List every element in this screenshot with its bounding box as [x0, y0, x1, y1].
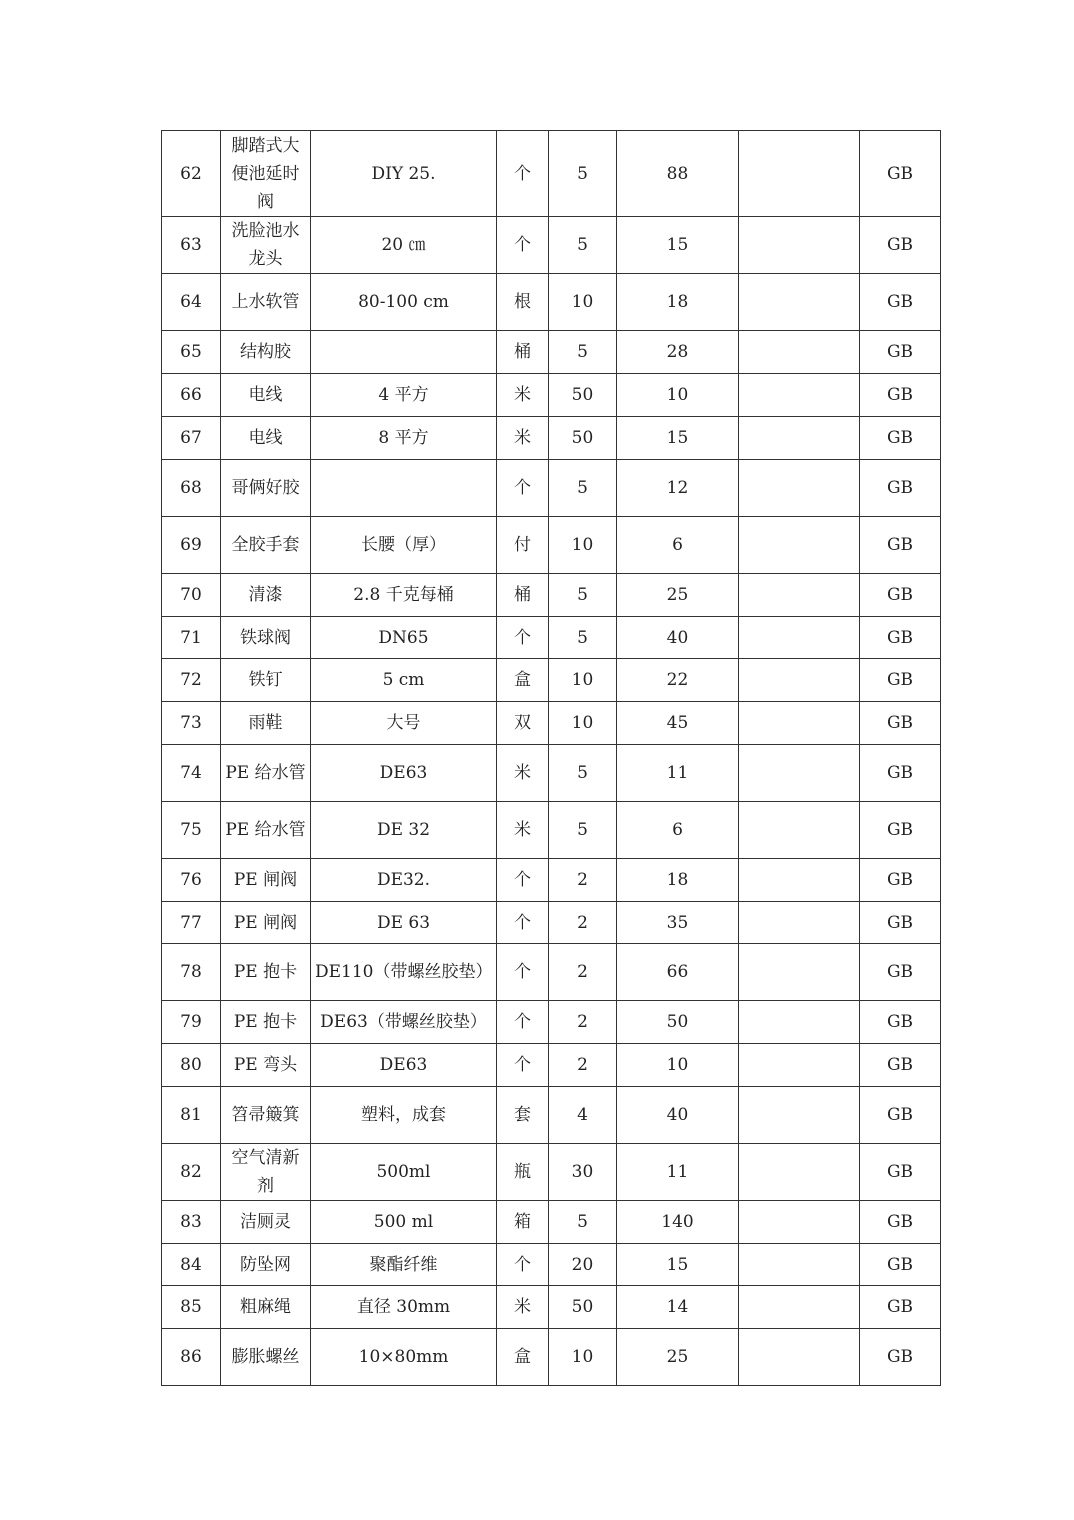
item-name-cell: 结构胶	[221, 331, 311, 374]
table-row	[162, 131, 941, 217]
item-name-cell: PE 抱卡	[221, 944, 311, 1001]
quantity-cell: 50	[549, 1286, 617, 1329]
specification-cell: 聚酯纤维	[311, 1244, 497, 1286]
item-name-cell: 电线	[221, 417, 311, 460]
specification-cell: 500ml	[311, 1144, 497, 1201]
specification-cell: 20 ㎝	[311, 217, 497, 274]
item-name-cell: 电线	[221, 374, 311, 417]
unit-price-cell: 22	[617, 659, 739, 702]
specification-cell: DE 63	[311, 902, 497, 944]
unit-price-cell: 88	[617, 131, 739, 217]
unit-price-cell: 140	[617, 1201, 739, 1244]
table-row	[162, 217, 941, 274]
materials-table	[161, 130, 941, 1386]
empty-cell	[739, 702, 860, 745]
unit-cell: 米	[497, 1286, 549, 1329]
row-number-cell: 73	[162, 702, 221, 745]
unit-cell: 个	[497, 1244, 549, 1286]
item-name-cell: 防坠网	[221, 1244, 311, 1286]
row-number-cell: 83	[162, 1201, 221, 1244]
table-body	[162, 131, 941, 1386]
standard-cell: GB	[860, 574, 941, 617]
specification-cell: 8 平方	[311, 417, 497, 460]
specification-cell: 长腰（厚）	[311, 517, 497, 574]
table-row	[162, 574, 941, 617]
unit-cell: 米	[497, 374, 549, 417]
table-row	[162, 460, 941, 517]
empty-cell	[739, 802, 860, 859]
row-number-cell: 62	[162, 131, 221, 217]
unit-cell: 个	[497, 944, 549, 1001]
item-name-cell: PE 弯头	[221, 1044, 311, 1087]
item-name-cell: 上水软管	[221, 274, 311, 331]
specification-cell: 塑料，成套	[311, 1087, 497, 1144]
standard-cell: GB	[860, 859, 941, 902]
quantity-cell: 10	[549, 702, 617, 745]
empty-cell	[739, 374, 860, 417]
table-row	[162, 859, 941, 902]
table-row	[162, 902, 941, 944]
table-row	[162, 1144, 941, 1201]
unit-cell: 盒	[497, 659, 549, 702]
quantity-cell: 5	[549, 460, 617, 517]
unit-cell: 个	[497, 460, 549, 517]
row-number-cell: 75	[162, 802, 221, 859]
unit-cell: 双	[497, 702, 549, 745]
table-row	[162, 1044, 941, 1087]
specification-cell: 4 平方	[311, 374, 497, 417]
specification-cell: 2.8 千克每桶	[311, 574, 497, 617]
empty-cell	[739, 902, 860, 944]
unit-cell: 个	[497, 1001, 549, 1044]
row-number-cell: 71	[162, 617, 221, 659]
table-row	[162, 659, 941, 702]
row-number-cell: 84	[162, 1244, 221, 1286]
row-number-cell: 82	[162, 1144, 221, 1201]
unit-cell: 付	[497, 517, 549, 574]
specification-cell: DE63（带螺丝胶垫）	[311, 1001, 497, 1044]
specification-cell: DIY 25.	[311, 131, 497, 217]
empty-cell	[739, 517, 860, 574]
standard-cell: GB	[860, 274, 941, 331]
unit-price-cell: 18	[617, 274, 739, 331]
unit-cell: 米	[497, 417, 549, 460]
quantity-cell: 5	[549, 217, 617, 274]
empty-cell	[739, 617, 860, 659]
specification-cell: 80-100 cm	[311, 274, 497, 331]
unit-cell: 桶	[497, 574, 549, 617]
unit-price-cell: 25	[617, 574, 739, 617]
quantity-cell: 5	[549, 331, 617, 374]
table-row	[162, 1201, 941, 1244]
specification-cell: DE 32	[311, 802, 497, 859]
row-number-cell: 69	[162, 517, 221, 574]
item-name-cell: PE 抱卡	[221, 1001, 311, 1044]
row-number-cell: 80	[162, 1044, 221, 1087]
unit-cell: 米	[497, 802, 549, 859]
standard-cell: GB	[860, 745, 941, 802]
unit-price-cell: 10	[617, 374, 739, 417]
empty-cell	[739, 859, 860, 902]
standard-cell: GB	[860, 802, 941, 859]
unit-price-cell: 14	[617, 1286, 739, 1329]
table-row	[162, 274, 941, 331]
table-row	[162, 617, 941, 659]
quantity-cell: 10	[549, 517, 617, 574]
standard-cell: GB	[860, 902, 941, 944]
row-number-cell: 68	[162, 460, 221, 517]
row-number-cell: 81	[162, 1087, 221, 1144]
specification-cell: 10×80mm	[311, 1329, 497, 1386]
quantity-cell: 2	[549, 1044, 617, 1087]
specification-cell: 500 ml	[311, 1201, 497, 1244]
quantity-cell: 5	[549, 802, 617, 859]
row-number-cell: 79	[162, 1001, 221, 1044]
table-row	[162, 745, 941, 802]
unit-price-cell: 40	[617, 617, 739, 659]
quantity-cell: 4	[549, 1087, 617, 1144]
table-row	[162, 702, 941, 745]
specification-cell: DE63	[311, 1044, 497, 1087]
empty-cell	[739, 1001, 860, 1044]
standard-cell: GB	[860, 1201, 941, 1244]
quantity-cell: 2	[549, 902, 617, 944]
row-number-cell: 66	[162, 374, 221, 417]
unit-cell: 米	[497, 745, 549, 802]
unit-price-cell: 15	[617, 1244, 739, 1286]
unit-price-cell: 11	[617, 1144, 739, 1201]
specification-cell: DE32.	[311, 859, 497, 902]
item-name-cell: 铁球阀	[221, 617, 311, 659]
standard-cell: GB	[860, 331, 941, 374]
empty-cell	[739, 131, 860, 217]
item-name-cell: PE 闸阀	[221, 859, 311, 902]
table-row	[162, 1286, 941, 1329]
row-number-cell: 76	[162, 859, 221, 902]
empty-cell	[739, 574, 860, 617]
standard-cell: GB	[860, 1087, 941, 1144]
row-number-cell: 86	[162, 1329, 221, 1386]
empty-cell	[739, 217, 860, 274]
standard-cell: GB	[860, 517, 941, 574]
empty-cell	[739, 1244, 860, 1286]
unit-cell: 个	[497, 859, 549, 902]
unit-price-cell: 25	[617, 1329, 739, 1386]
standard-cell: GB	[860, 131, 941, 217]
unit-price-cell: 11	[617, 745, 739, 802]
quantity-cell: 5	[549, 1201, 617, 1244]
unit-cell: 个	[497, 217, 549, 274]
specification-cell: 5 cm	[311, 659, 497, 702]
row-number-cell: 65	[162, 331, 221, 374]
empty-cell	[739, 460, 860, 517]
item-name-cell: PE 闸阀	[221, 902, 311, 944]
specification-cell: 直径 30mm	[311, 1286, 497, 1329]
item-name-cell: 粗麻绳	[221, 1286, 311, 1329]
unit-price-cell: 18	[617, 859, 739, 902]
standard-cell: GB	[860, 702, 941, 745]
quantity-cell: 5	[549, 131, 617, 217]
standard-cell: GB	[860, 1001, 941, 1044]
unit-price-cell: 35	[617, 902, 739, 944]
standard-cell: GB	[860, 1144, 941, 1201]
quantity-cell: 2	[549, 1001, 617, 1044]
unit-price-cell: 12	[617, 460, 739, 517]
specification-cell: DE110（带螺丝胶垫）	[311, 944, 497, 1001]
unit-cell: 个	[497, 902, 549, 944]
unit-cell: 瓶	[497, 1144, 549, 1201]
empty-cell	[739, 1144, 860, 1201]
item-name-cell: 笤帚簸箕	[221, 1087, 311, 1144]
quantity-cell: 20	[549, 1244, 617, 1286]
empty-cell	[739, 417, 860, 460]
unit-price-cell: 15	[617, 217, 739, 274]
table-row	[162, 944, 941, 1001]
item-name-cell: 空气清新剂	[221, 1144, 311, 1201]
quantity-cell: 50	[549, 417, 617, 460]
empty-cell	[739, 1201, 860, 1244]
unit-price-cell: 45	[617, 702, 739, 745]
table-row	[162, 1087, 941, 1144]
row-number-cell: 78	[162, 944, 221, 1001]
row-number-cell: 67	[162, 417, 221, 460]
row-number-cell: 64	[162, 274, 221, 331]
table-row	[162, 331, 941, 374]
specification-cell	[311, 331, 497, 374]
unit-cell: 根	[497, 274, 549, 331]
item-name-cell: 全胶手套	[221, 517, 311, 574]
unit-price-cell: 6	[617, 802, 739, 859]
unit-price-cell: 66	[617, 944, 739, 1001]
standard-cell: GB	[860, 460, 941, 517]
row-number-cell: 85	[162, 1286, 221, 1329]
item-name-cell: 洗脸池水龙头	[221, 217, 311, 274]
table-row	[162, 1244, 941, 1286]
unit-cell: 个	[497, 131, 549, 217]
item-name-cell: 膨胀螺丝	[221, 1329, 311, 1386]
empty-cell	[739, 944, 860, 1001]
unit-price-cell: 40	[617, 1087, 739, 1144]
standard-cell: GB	[860, 1244, 941, 1286]
specification-cell	[311, 460, 497, 517]
specification-cell: DN65	[311, 617, 497, 659]
quantity-cell: 2	[549, 944, 617, 1001]
quantity-cell: 10	[549, 274, 617, 331]
item-name-cell: 脚踏式大便池延时阀	[221, 131, 311, 217]
table-row	[162, 417, 941, 460]
table-row	[162, 802, 941, 859]
unit-price-cell: 28	[617, 331, 739, 374]
unit-cell: 箱	[497, 1201, 549, 1244]
empty-cell	[739, 1087, 860, 1144]
row-number-cell: 77	[162, 902, 221, 944]
table-row	[162, 1329, 941, 1386]
standard-cell: GB	[860, 417, 941, 460]
item-name-cell: PE 给水管	[221, 745, 311, 802]
item-name-cell: 清漆	[221, 574, 311, 617]
empty-cell	[739, 745, 860, 802]
unit-price-cell: 10	[617, 1044, 739, 1087]
item-name-cell: PE 给水管	[221, 802, 311, 859]
table-row	[162, 1001, 941, 1044]
specification-cell: DE63	[311, 745, 497, 802]
specification-cell: 大号	[311, 702, 497, 745]
item-name-cell: 哥俩好胶	[221, 460, 311, 517]
table-row	[162, 517, 941, 574]
quantity-cell: 2	[549, 859, 617, 902]
unit-cell: 套	[497, 1087, 549, 1144]
row-number-cell: 63	[162, 217, 221, 274]
standard-cell: GB	[860, 1329, 941, 1386]
quantity-cell: 30	[549, 1144, 617, 1201]
empty-cell	[739, 1044, 860, 1087]
unit-cell: 桶	[497, 331, 549, 374]
empty-cell	[739, 1286, 860, 1329]
item-name-cell: 雨鞋	[221, 702, 311, 745]
standard-cell: GB	[860, 374, 941, 417]
standard-cell: GB	[860, 1286, 941, 1329]
standard-cell: GB	[860, 617, 941, 659]
row-number-cell: 74	[162, 745, 221, 802]
unit-price-cell: 6	[617, 517, 739, 574]
standard-cell: GB	[860, 659, 941, 702]
item-name-cell: 铁钉	[221, 659, 311, 702]
empty-cell	[739, 331, 860, 374]
quantity-cell: 10	[549, 659, 617, 702]
row-number-cell: 72	[162, 659, 221, 702]
standard-cell: GB	[860, 217, 941, 274]
unit-price-cell: 15	[617, 417, 739, 460]
table-row	[162, 374, 941, 417]
quantity-cell: 5	[549, 617, 617, 659]
unit-cell: 个	[497, 1044, 549, 1087]
empty-cell	[739, 659, 860, 702]
standard-cell: GB	[860, 1044, 941, 1087]
quantity-cell: 10	[549, 1329, 617, 1386]
unit-cell: 个	[497, 617, 549, 659]
standard-cell: GB	[860, 944, 941, 1001]
quantity-cell: 50	[549, 374, 617, 417]
unit-cell: 盒	[497, 1329, 549, 1386]
quantity-cell: 5	[549, 745, 617, 802]
unit-price-cell: 50	[617, 1001, 739, 1044]
empty-cell	[739, 1329, 860, 1386]
item-name-cell: 洁厕灵	[221, 1201, 311, 1244]
row-number-cell: 70	[162, 574, 221, 617]
empty-cell	[739, 274, 860, 331]
quantity-cell: 5	[549, 574, 617, 617]
